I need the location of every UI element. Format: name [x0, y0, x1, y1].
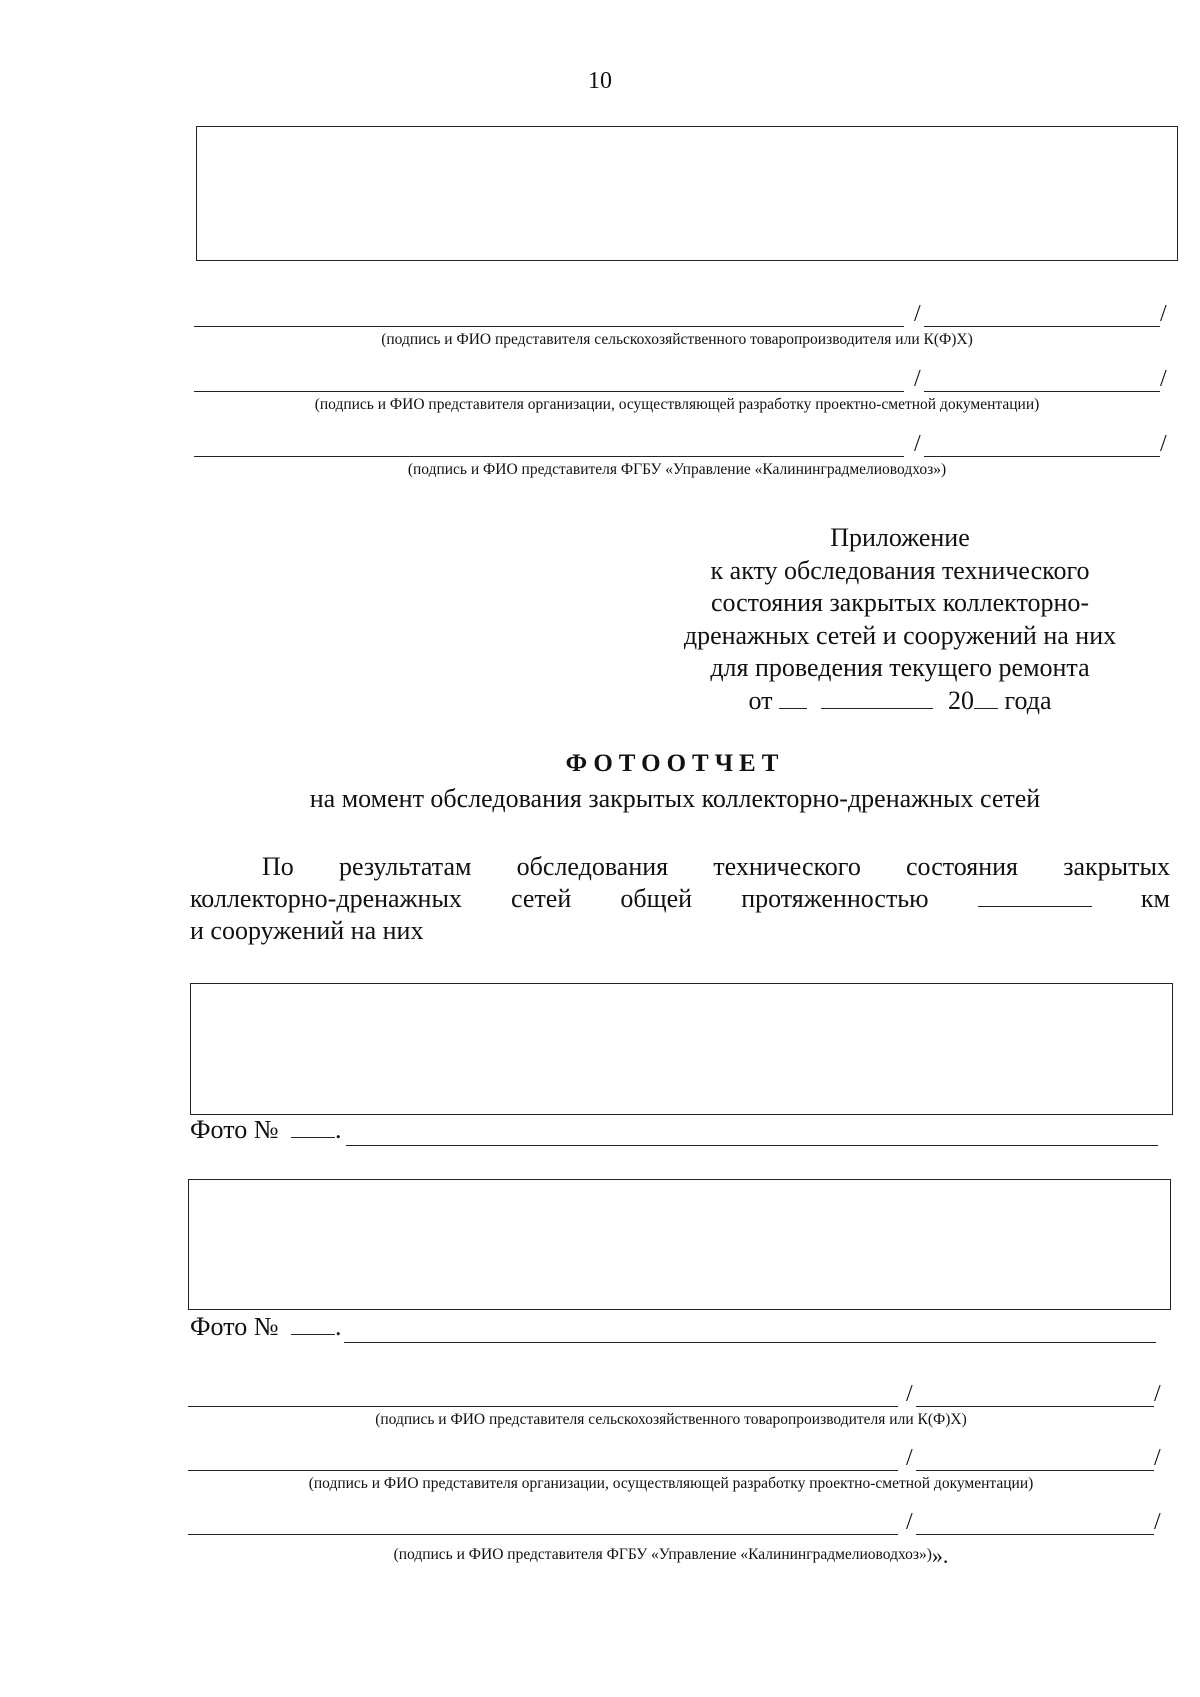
signature-caption: (подпись и ФИО представителя организации, осуществляющей разработку проектно-сметной документации) [314, 396, 1040, 413]
appendix-line: дренажных сетей и сооружений на них [683, 620, 1117, 650]
paragraph-word: обследования [516, 852, 669, 881]
date-suffix: года [1004, 685, 1052, 715]
photo-dot: . [335, 1115, 342, 1144]
paragraph-line-1 [262, 852, 1170, 882]
signature-line[interactable] [194, 456, 904, 457]
signature-end-slash: / [1154, 1509, 1161, 1535]
photo-caption-1 [190, 1115, 342, 1145]
paragraph-line-2 [190, 884, 1170, 914]
appendix-line: для проведения текущего ремонта [710, 653, 1090, 682]
photo-frame-1 [190, 983, 1173, 1115]
appendix-line: к акту обследования технического [710, 555, 1090, 585]
signature-end-slash: / [1160, 301, 1167, 327]
report-subtitle: на момент обследования закрытых коллекторно-дренажных сетей [309, 784, 1041, 813]
signature-line[interactable] [188, 1406, 898, 1407]
paragraph-word: результатам [338, 852, 472, 881]
photo-number-blank[interactable] [291, 1137, 335, 1138]
paragraph-word: По [262, 852, 294, 881]
paragraph-word: состояния [906, 852, 1019, 881]
photo-frame-2 [188, 1179, 1171, 1310]
signature-caption: (подпись и ФИО представителя ФГБУ «Управление «Калининградмелиоводхоз») [407, 461, 947, 478]
signature-end-slash: / [1160, 366, 1167, 392]
photo-frame-top [196, 126, 1178, 261]
photo-description-line-1[interactable] [346, 1145, 1158, 1146]
paragraph-line-3: и сооружений на них [190, 916, 424, 945]
signature-end-slash: / [1154, 1381, 1161, 1407]
photo-description-line-2[interactable] [344, 1342, 1156, 1343]
paragraph-word: протяженностью [741, 884, 929, 913]
paragraph-word: сетей [511, 884, 572, 913]
date-year-prefix: 20 [947, 685, 974, 715]
signature-line[interactable] [188, 1470, 898, 1471]
name-line[interactable] [916, 1534, 1154, 1535]
signature-line[interactable] [188, 1534, 898, 1535]
signature-caption: (подпись и ФИО представителя сельскохозяйственного товаропроизводителя или К(Ф)Х) [375, 1411, 967, 1428]
length-blank[interactable] [978, 906, 1092, 907]
signature-slash: / [906, 1381, 913, 1407]
signature-line[interactable] [194, 391, 904, 392]
photo-label: Фото № [190, 1115, 279, 1144]
paragraph-word: закрытых [1063, 852, 1170, 881]
signature-end-slash: / [1160, 431, 1167, 457]
signature-slash: / [906, 1509, 913, 1535]
paragraph-word: коллекторно-дренажных [190, 884, 462, 913]
date-prefix: от [748, 685, 773, 715]
name-line[interactable] [924, 391, 1160, 392]
report-title: ФОТООТЧЕТ [565, 750, 785, 777]
signature-slash: / [914, 301, 921, 327]
paragraph-word: технического [713, 852, 861, 881]
date-day-blank[interactable] [779, 708, 807, 709]
name-line[interactable] [916, 1470, 1154, 1471]
signature-line[interactable] [194, 326, 904, 327]
photo-caption-2 [190, 1312, 342, 1342]
closing-quote: ». [931, 1543, 949, 1568]
length-unit: км [1140, 884, 1170, 913]
paragraph-word: общей [620, 884, 693, 913]
date-year-blank[interactable] [974, 708, 998, 709]
name-line[interactable] [924, 456, 1160, 457]
signature-slash: / [914, 366, 921, 392]
photo-number-blank[interactable] [291, 1334, 335, 1335]
signature-end-slash: / [1154, 1445, 1161, 1471]
photo-label: Фото № [190, 1312, 279, 1341]
name-line[interactable] [924, 326, 1160, 327]
signature-caption: (подпись и ФИО представителя организации, осуществляющей разработку проектно-сметной документации) [308, 1475, 1034, 1492]
photo-dot: . [335, 1312, 342, 1341]
signature-caption [188, 1539, 1154, 1568]
page-number: 10 [588, 68, 612, 94]
appendix-header [620, 522, 1180, 717]
signature-caption: (подпись и ФИО представителя сельскохозяйственного товаропроизводителя или К(Ф)Х) [381, 331, 973, 348]
appendix-date-line [620, 685, 1180, 718]
date-month-blank[interactable] [821, 708, 933, 709]
appendix-line: состояния закрытых коллекторно- [710, 588, 1090, 617]
signature-caption-text: (подпись и ФИО представителя ФГБУ «Управление «Калининградмелиоводхоз») [393, 1546, 932, 1563]
signature-slash: / [906, 1445, 913, 1471]
appendix-line: Приложение [830, 523, 970, 552]
name-line[interactable] [916, 1406, 1154, 1407]
signature-slash: / [914, 431, 921, 457]
